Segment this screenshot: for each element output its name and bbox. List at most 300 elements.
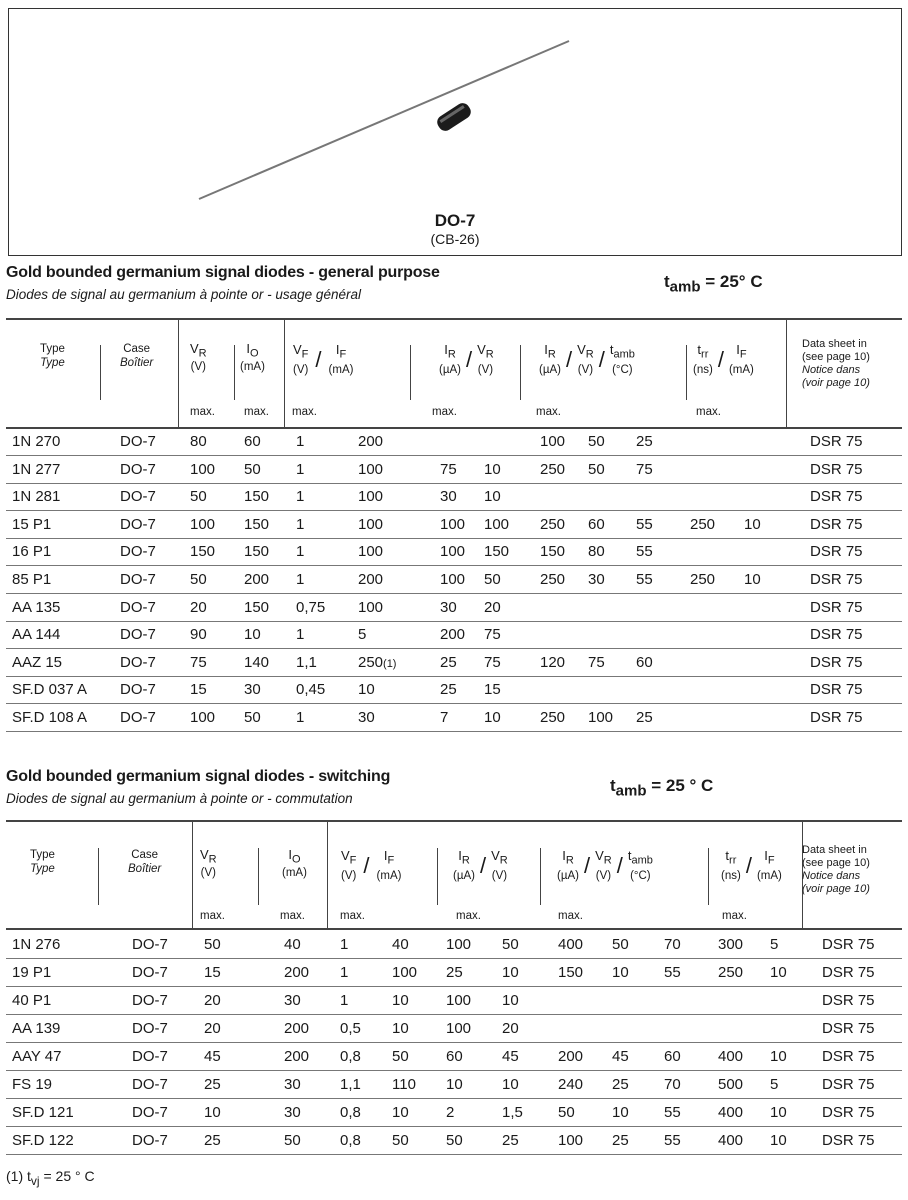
section-title: Gold bounded germanium signal diodes - general purpose: [6, 264, 440, 281]
diode-type: SF.D 122: [12, 1132, 74, 1149]
case-type: DO-7: [132, 1020, 168, 1037]
spec-value: 10: [502, 964, 519, 981]
table-row: [6, 1127, 902, 1155]
spec-value: 50: [392, 1048, 409, 1065]
spec-value: 40: [392, 936, 409, 953]
diode-type: SF.D 121: [12, 1104, 74, 1121]
spec-value: 240: [558, 1076, 584, 1093]
spec-value: 45: [502, 1048, 519, 1065]
spec-value: 100: [392, 964, 418, 981]
spec-value: 1: [296, 460, 305, 478]
diode-type: 1N 276: [12, 936, 61, 953]
max-label: max.: [722, 910, 747, 922]
case-type: DO-7: [120, 709, 156, 726]
spec-value: 55: [636, 515, 653, 533]
diode-type: 1N 277: [12, 460, 61, 478]
spec-value: 7: [440, 709, 449, 726]
spec-value: 10: [446, 1076, 463, 1093]
spec-value: 100: [446, 1020, 472, 1037]
table-row: [6, 676, 902, 704]
column-divider: [327, 820, 328, 930]
spec-value: 25: [636, 709, 653, 726]
diode-type: FS 19: [12, 1076, 53, 1093]
spec-value: 90: [190, 626, 207, 644]
spec-value: 60: [244, 433, 261, 450]
spec-value: 50: [190, 488, 207, 506]
diode-type: AAZ 15: [12, 653, 63, 671]
table-row: [6, 1015, 902, 1043]
spec-value: 75: [484, 653, 501, 671]
spec-value: 70: [664, 1076, 681, 1093]
section-subtitle: Diodes de signal au germanium à pointe or - commutation: [6, 791, 353, 806]
ambient-temperature-condition: $t_{amb} = 25^\circ$ C: [664, 272, 763, 296]
spec-value: 100: [446, 992, 472, 1009]
spec-value: 25: [612, 1076, 629, 1093]
spec-value: 100: [358, 488, 384, 506]
spec-value: 100: [358, 460, 384, 478]
case-type: DO-7: [120, 515, 156, 533]
datasheet-ref: DSR 75: [810, 515, 863, 533]
column-divider: [410, 345, 411, 400]
spec-value: 100: [440, 515, 466, 533]
datasheet-ref: DSR 75: [810, 653, 863, 671]
spec-value: 60: [636, 653, 653, 671]
spec-value: 250: [718, 964, 744, 981]
max-label: max.: [456, 910, 481, 922]
datasheet-ref: DSR 75: [822, 1048, 875, 1065]
column-divider: [686, 345, 687, 400]
spec-value: 55: [664, 964, 681, 981]
datasheet-ref: DSR 75: [810, 488, 863, 506]
spec-value: 300: [718, 936, 744, 953]
spec-value: 25: [440, 653, 457, 671]
spec-value: 0,8: [340, 1048, 361, 1065]
header-trr-if: $t_{rr}$ / $I_F$ (ns) (mA): [693, 342, 754, 377]
column-divider: [786, 318, 787, 427]
diode-type: 40 P1: [12, 992, 52, 1009]
spec-value: 100: [558, 1132, 584, 1149]
package-alt-name: (CB-26): [430, 231, 480, 247]
spec-value: 400: [718, 1132, 744, 1149]
spec-value: 10: [770, 1132, 787, 1149]
column-divider: [98, 848, 99, 905]
spec-value: 100: [540, 433, 566, 450]
spec-value: 200: [284, 1048, 310, 1065]
spec-value: 50: [558, 1104, 575, 1121]
spec-value: 25: [204, 1132, 221, 1149]
spec-value: 100: [190, 515, 216, 533]
spec-value: 500: [718, 1076, 744, 1093]
spec-value: 10: [612, 964, 629, 981]
spec-value: 150: [244, 515, 270, 533]
case-type: DO-7: [132, 1132, 168, 1149]
max-label: max.: [432, 406, 457, 418]
datasheet-ref: DSR 75: [810, 681, 863, 699]
case-type: DO-7: [120, 571, 156, 588]
spec-value: 0,8: [340, 1104, 361, 1121]
spec-value: 45: [612, 1048, 629, 1065]
spec-value: 60: [588, 515, 605, 533]
spec-value: 10: [744, 515, 761, 533]
spec-value: 50: [392, 1132, 409, 1149]
spec-value: 150: [244, 488, 270, 506]
header-vr: $V_R$ (V): [200, 847, 217, 880]
header-ir-vr: $I_R$ / $V_R$ (µA) (V): [453, 848, 508, 883]
spec-value: 1: [340, 936, 349, 953]
spec-value: 100: [440, 571, 466, 588]
spec-value: 10: [770, 1104, 787, 1121]
case-type: DO-7: [120, 653, 156, 671]
spec-value: 5: [770, 936, 779, 953]
footnote-symbol: $t_{vj}$: [27, 1168, 40, 1188]
header-bottom-rule: [6, 928, 902, 930]
diode-type: 15 P1: [12, 515, 52, 533]
spec-value: 1: [296, 515, 305, 533]
diode-type: AA 139: [12, 1020, 61, 1037]
header-datasheet: Data sheet in (see page 10) Notice dans (voir page 10): [802, 338, 870, 389]
column-divider: [258, 848, 259, 905]
table-row: [6, 428, 902, 456]
max-label: max.: [280, 910, 305, 922]
header-type: Type Type: [40, 343, 65, 369]
spec-value: 400: [718, 1104, 744, 1121]
spec-value: 45: [204, 1048, 221, 1065]
spec-value: 100: [358, 543, 384, 561]
section-title: Gold bounded germanium signal diodes - switching: [6, 768, 391, 785]
diode-type: 1N 281: [12, 488, 61, 506]
spec-value: 25: [446, 964, 463, 981]
datasheet-ref: DSR 75: [810, 626, 863, 644]
diode-type: 1N 270: [12, 433, 61, 450]
spec-value: 75: [588, 653, 605, 671]
spec-value: 20: [204, 992, 221, 1009]
spec-value: 100: [446, 936, 472, 953]
spec-value: 50: [244, 460, 261, 478]
diode-type: AA 144: [12, 626, 61, 644]
case-type: DO-7: [132, 1048, 168, 1065]
spec-value: 0,45: [296, 681, 326, 699]
diode-type: SF.D 108 A: [12, 709, 88, 726]
spec-value: 1: [340, 964, 349, 981]
max-label: max.: [200, 910, 225, 922]
spec-value: 50: [244, 709, 261, 726]
spec-value: 70: [664, 936, 681, 953]
spec-value: 20: [190, 598, 207, 616]
diode-type: AAY 47: [12, 1048, 62, 1065]
header-case: Case Boîtier: [120, 343, 154, 369]
case-type: DO-7: [120, 598, 156, 616]
package-figure: [8, 8, 902, 256]
spec-value: 250: [540, 515, 566, 533]
case-type: DO-7: [132, 936, 168, 953]
spec-value: 10: [502, 992, 519, 1009]
table-top-rule: [6, 820, 902, 822]
spec-value: 30: [440, 488, 457, 506]
column-divider: [234, 345, 235, 400]
case-type: DO-7: [120, 543, 156, 561]
table-row: [6, 987, 902, 1015]
spec-value: 15: [204, 964, 221, 981]
table-row: [6, 621, 902, 649]
spec-value: 1,1: [296, 653, 317, 671]
spec-value: 60: [446, 1048, 463, 1065]
header-io: $I_O$ (mA): [282, 847, 307, 880]
header-trr-if: $t_{rr}$ / $I_F$ (ns) (mA): [721, 848, 782, 883]
spec-value: 250: [690, 571, 716, 588]
spec-value: 10: [204, 1104, 221, 1121]
case-type: DO-7: [120, 488, 156, 506]
table-row: [6, 1099, 902, 1127]
spec-value: 150: [540, 543, 566, 561]
spec-value: 15: [484, 681, 501, 699]
spec-value: 50: [484, 571, 501, 588]
spec-value: 1: [296, 543, 305, 561]
datasheet-ref: DSR 75: [822, 964, 875, 981]
max-label: max.: [558, 910, 583, 922]
table-row: [6, 931, 902, 959]
spec-value: 50: [284, 1132, 301, 1149]
spec-value: 55: [664, 1104, 681, 1121]
spec-value: 100: [484, 515, 510, 533]
column-divider: [540, 848, 541, 905]
spec-value: 1: [296, 571, 305, 588]
spec-value: 100: [190, 460, 216, 478]
section-subtitle: Diodes de signal au germanium à pointe or - usage général: [6, 287, 361, 302]
datasheet-ref: DSR 75: [822, 1132, 875, 1149]
spec-value: 10: [744, 571, 761, 588]
spec-value: 5: [770, 1076, 779, 1093]
header-vf-if: $V_F$ / $I_F$ (V) (mA): [293, 342, 354, 377]
datasheet-ref: DSR 75: [810, 571, 863, 588]
spec-value: 1: [296, 488, 305, 506]
spec-value: 250: [540, 709, 566, 726]
spec-value: 30: [284, 992, 301, 1009]
spec-value: 10: [392, 992, 409, 1009]
case-type: DO-7: [120, 433, 156, 450]
spec-value: 30: [588, 571, 605, 588]
datasheet-ref: DSR 75: [810, 460, 863, 478]
spec-value: 10: [770, 964, 787, 981]
spec-value: 250: [540, 571, 566, 588]
package-name: DO-7: [434, 211, 476, 230]
spec-value: 50: [446, 1132, 463, 1149]
column-divider: [284, 318, 285, 427]
spec-value: 150: [244, 543, 270, 561]
spec-value: 100: [190, 709, 216, 726]
spec-value: 10: [484, 488, 501, 506]
case-type: DO-7: [132, 1104, 168, 1121]
spec-value: 30: [358, 709, 375, 726]
max-label: max.: [696, 406, 721, 418]
spec-value: 75: [440, 460, 457, 478]
column-divider: [708, 848, 709, 905]
spec-value: 25: [502, 1132, 519, 1149]
max-label: max.: [244, 406, 269, 418]
spec-value: 75: [636, 460, 653, 478]
spec-value: 200: [358, 433, 384, 450]
header-ir-vr: $I_R$ / $V_R$ (µA) (V): [439, 342, 494, 377]
spec-value: 80: [588, 543, 605, 561]
header-case: Case Boîtier: [128, 849, 162, 875]
column-divider: [192, 820, 193, 930]
column-divider: [437, 848, 438, 905]
diode-type: AA 135: [12, 598, 61, 616]
table-row: [6, 1071, 902, 1099]
spec-value: 80: [190, 433, 207, 450]
spec-value: 50: [204, 936, 221, 953]
spec-value: 75: [190, 653, 207, 671]
case-type: DO-7: [132, 1076, 168, 1093]
spec-value: 200: [244, 571, 270, 588]
spec-value: 55: [636, 571, 653, 588]
datasheet-ref: DSR 75: [810, 598, 863, 616]
max-label: max.: [190, 406, 215, 418]
table-row: [6, 483, 902, 511]
table-row: [6, 1043, 902, 1071]
spec-value: 2: [446, 1104, 455, 1121]
spec-value: 0,5: [340, 1020, 361, 1037]
header-ir-vr-tamb: $I_R$ / $V_R$ / $t_{amb}$ (µA) (V) (°C): [557, 848, 653, 883]
table-row: [6, 511, 902, 539]
spec-value: 200: [284, 964, 310, 981]
table-row: [6, 594, 902, 622]
spec-value: 55: [664, 1132, 681, 1149]
spec-value: 30: [440, 598, 457, 616]
table-row: [6, 649, 902, 677]
datasheet-ref: DSR 75: [822, 1076, 875, 1093]
spec-value: 10: [392, 1020, 409, 1037]
spec-value: 1,5: [502, 1104, 523, 1121]
spec-value: 200: [284, 1020, 310, 1037]
spec-value: 25: [636, 433, 653, 450]
diode-type: 19 P1: [12, 964, 52, 981]
spec-value: 150: [244, 598, 270, 616]
case-type: DO-7: [132, 964, 168, 981]
footnote-mark: (1): [6, 1168, 24, 1184]
table-row: [6, 456, 902, 484]
spec-value: 50: [502, 936, 519, 953]
spec-value: 75: [484, 626, 501, 644]
spec-value: 150: [558, 964, 584, 981]
datasheet-ref: DSR 75: [822, 936, 875, 953]
spec-value: 10: [392, 1104, 409, 1121]
spec-value: 25: [440, 681, 457, 699]
header-type: Type Type: [30, 849, 55, 875]
spec-value: 0,8: [340, 1132, 361, 1149]
header-datasheet: Data sheet in (see page 10) Notice dans (voir page 10): [802, 844, 870, 895]
spec-value: 15: [190, 681, 207, 699]
ambient-temperature-condition: $t_{amb} = 25$ ° C: [610, 776, 714, 800]
column-divider: [100, 345, 101, 400]
datasheet-ref: DSR 75: [822, 1020, 875, 1037]
spec-value: 50: [588, 460, 605, 478]
case-type: DO-7: [120, 626, 156, 644]
column-divider: [520, 345, 521, 400]
spec-value: 1: [296, 626, 305, 644]
spec-value: 100: [440, 543, 466, 561]
spec-value: 25: [204, 1076, 221, 1093]
datasheet-ref: DSR 75: [822, 1104, 875, 1121]
spec-value: 140: [244, 653, 270, 671]
datasheet-ref: DSR 75: [810, 433, 863, 450]
max-label: max.: [340, 910, 365, 922]
max-label: max.: [536, 406, 561, 418]
spec-value: 20: [502, 1020, 519, 1037]
max-label: max.: [292, 406, 317, 418]
header-ir-vr-tamb: $I_R$ / $V_R$ / $t_{amb}$ (µA) (V) (°C): [539, 342, 635, 377]
spec-value: 0,75: [296, 598, 326, 616]
spec-value: 100: [588, 709, 614, 726]
table-row: [6, 538, 902, 566]
header-vf-if: $V_F$ / $I_F$ (V) (mA): [341, 848, 402, 883]
spec-value: 10: [484, 460, 501, 478]
footnote: [6, 1168, 95, 1188]
spec-value: 30: [284, 1104, 301, 1121]
spec-value: 10: [358, 681, 375, 699]
spec-value: 10: [770, 1048, 787, 1065]
spec-value: 1: [340, 992, 349, 1009]
table-row: [6, 566, 902, 594]
spec-value: 20: [484, 598, 501, 616]
spec-value: 30: [244, 681, 261, 699]
spec-value: 200: [358, 571, 384, 588]
spec-value: 25: [612, 1132, 629, 1149]
spec-value: 200: [558, 1048, 584, 1065]
spec-value: 40: [284, 936, 301, 953]
datasheet-ref: DSR 75: [810, 709, 863, 726]
spec-value: 10: [502, 1076, 519, 1093]
table-row: [6, 959, 902, 987]
table-row: [6, 704, 902, 732]
spec-value: 10: [612, 1104, 629, 1121]
case-type: DO-7: [120, 460, 156, 478]
spec-value: 150: [484, 543, 510, 561]
header-vr: $V_R$ (V): [190, 341, 207, 374]
spec-value: 100: [358, 515, 384, 533]
spec-value: 110: [392, 1076, 416, 1093]
spec-value: 1: [296, 709, 305, 726]
spec-value: 120: [540, 653, 566, 671]
case-type: DO-7: [132, 992, 168, 1009]
spec-value: 150: [190, 543, 216, 561]
spec-value: 50: [190, 571, 207, 588]
spec-value: 10: [244, 626, 261, 644]
spec-value: 400: [718, 1048, 744, 1065]
spec-value: 1: [296, 433, 305, 450]
spec-value: 100: [358, 598, 384, 616]
spec-value: 20: [204, 1020, 221, 1037]
spec-value: 5: [358, 626, 367, 644]
spec-value: 10: [484, 709, 501, 726]
datasheet-ref: DSR 75: [810, 543, 863, 561]
spec-value: 200: [440, 626, 466, 644]
spec-value: 30: [284, 1076, 301, 1093]
column-divider: [178, 318, 179, 427]
spec-value: 250(1): [358, 653, 397, 671]
case-type: DO-7: [120, 681, 156, 699]
spec-value: 250: [540, 460, 566, 478]
spec-value: 60: [664, 1048, 681, 1065]
footnote-value: = 25 ° C: [43, 1168, 95, 1184]
spec-value: 400: [558, 936, 584, 953]
diode-type: SF.D 037 A: [12, 681, 88, 699]
spec-value: 250: [690, 515, 716, 533]
header-io: $I_O$ (mA): [240, 341, 265, 374]
spec-value: 50: [612, 936, 629, 953]
spec-value: 1,1: [340, 1076, 361, 1093]
datasheet-ref: DSR 75: [822, 992, 875, 1009]
diode-type: 85 P1: [12, 571, 52, 588]
